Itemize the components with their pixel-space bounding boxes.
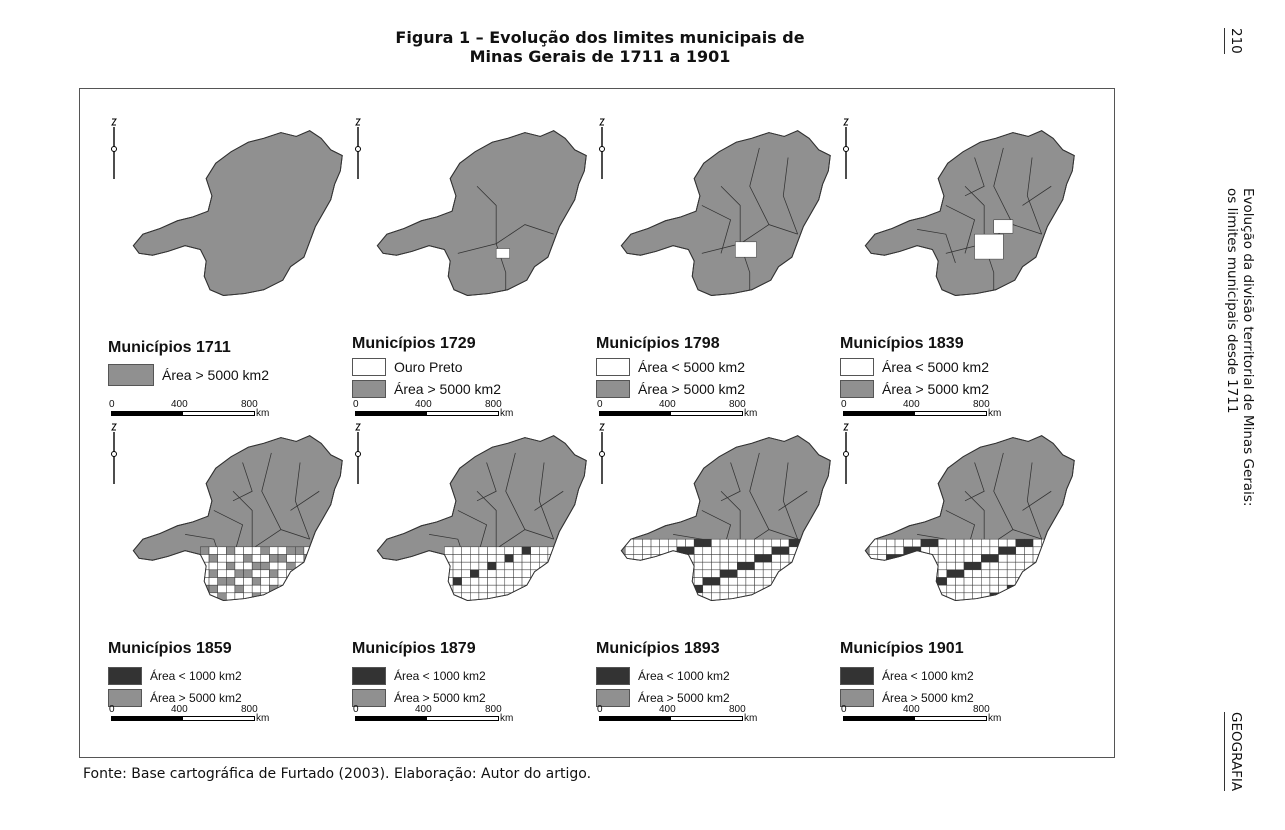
map-panel: [840, 394, 1080, 724]
north-arrow-icon: [842, 422, 850, 484]
panel-title: Municípios 1798: [596, 335, 720, 352]
legend-swatch: [840, 667, 874, 685]
scale-tick-label: 0: [841, 704, 847, 715]
legend-label: Área < 1000 km2: [882, 669, 974, 683]
scale-bar: [840, 704, 1005, 726]
map-panel: [352, 394, 592, 724]
scale-unit: km: [256, 713, 270, 724]
legend-swatch: [596, 667, 630, 685]
scale-unit: km: [256, 408, 270, 419]
north-arrow-icon: [354, 422, 362, 484]
legend-label: Área > 5000 km2: [394, 381, 502, 397]
legend-swatch: [352, 358, 386, 376]
scale-tick-label: 0: [597, 704, 603, 715]
scale-tick-label: 400: [903, 399, 920, 410]
scale-tick-label: 400: [171, 704, 188, 715]
north-arrow-icon: [354, 117, 362, 179]
panel-title: Municípios 1729: [352, 335, 476, 352]
map-panel: [840, 89, 1080, 419]
state-map: [850, 125, 1080, 305]
north-arrow-icon: [842, 117, 850, 179]
legend-label: Área < 5000 km2: [882, 359, 990, 375]
scale-unit: km: [500, 408, 514, 419]
state-map: [362, 125, 592, 305]
state-map: [850, 430, 1080, 610]
running-title: [1224, 188, 1256, 506]
map-panel: [108, 89, 348, 419]
scale-bar-graphic: [843, 716, 987, 721]
state-map: [606, 430, 836, 610]
panel-title: Municípios 1859: [108, 640, 232, 657]
legend-swatch: [352, 667, 386, 685]
north-arrow-icon: [110, 422, 118, 484]
map-panel: [108, 394, 348, 724]
map-panel: [352, 89, 592, 419]
state-map: [362, 430, 592, 610]
page-number: 210: [1224, 28, 1244, 54]
legend-label: Área > 5000 km2: [638, 691, 730, 705]
panel-title: Municípios 1839: [840, 335, 964, 352]
legend-swatch: [840, 358, 874, 376]
scale-tick-label: 0: [353, 704, 359, 715]
legend-label: Área > 5000 km2: [882, 381, 990, 397]
scale-tick-label: 800: [973, 704, 990, 715]
north-arrow-icon: [598, 422, 606, 484]
legend-label: Área > 5000 km2: [882, 691, 974, 705]
legend-label: Área > 5000 km2: [394, 691, 486, 705]
scale-tick-label: 800: [729, 399, 746, 410]
panel-title: Municípios 1901: [840, 640, 964, 657]
scale-unit: km: [500, 713, 514, 724]
legend-swatch: [108, 364, 154, 386]
scale-tick-label: 0: [109, 399, 115, 410]
running-title-line-2: os limites municipais desde 1711: [1224, 188, 1240, 414]
scale-tick-label: 0: [353, 399, 359, 410]
scale-unit: km: [988, 408, 1002, 419]
north-arrow-icon: [110, 117, 118, 179]
legend-label: Área < 1000 km2: [394, 669, 486, 683]
scale-tick-label: 800: [729, 704, 746, 715]
scale-tick-label: 800: [973, 399, 990, 410]
legend-label: Área < 1000 km2: [638, 669, 730, 683]
scale-tick-label: 800: [485, 399, 502, 410]
scale-bar-graphic: [111, 716, 255, 721]
legend-item: [596, 666, 730, 686]
figure-source: Fonte: Base cartográfica de Furtado (2003). Elaboração: Autor do artigo.: [83, 766, 592, 782]
legend-item: [596, 357, 745, 377]
scale-bar: [596, 704, 761, 726]
legend-swatch: [596, 358, 630, 376]
state-map: [118, 125, 348, 305]
legend-item: [352, 357, 462, 377]
legend-item: [840, 357, 989, 377]
legend-item: [108, 666, 242, 686]
state-map: [606, 125, 836, 305]
figure-title-line-2: Minas Gerais de 1711 a 1901: [469, 47, 731, 66]
journal-name: GEOGRAFIA: [1224, 712, 1244, 791]
scale-bar: [352, 704, 517, 726]
map-panel: [596, 394, 836, 724]
panel-title: Municípios 1711: [108, 339, 231, 356]
figure-frame: [79, 88, 1115, 758]
scale-unit: km: [744, 713, 758, 724]
panel-title: Municípios 1879: [352, 640, 476, 657]
north-arrow-icon: [598, 117, 606, 179]
scale-tick-label: 400: [415, 704, 432, 715]
scale-bar: [108, 704, 273, 726]
scale-tick-label: 800: [485, 704, 502, 715]
scale-tick-label: 800: [241, 704, 258, 715]
scale-tick-label: 400: [415, 399, 432, 410]
figure-title-line-1: Figura 1 – Evolução dos limites municipais de: [395, 28, 805, 47]
scale-tick-label: 0: [841, 399, 847, 410]
scale-tick-label: 400: [171, 399, 188, 410]
legend-label: Área > 5000 km2: [162, 367, 270, 383]
legend-label: Área < 5000 km2: [638, 359, 746, 375]
map-panel: [596, 89, 836, 419]
scale-tick-label: 0: [597, 399, 603, 410]
scale-bar-graphic: [599, 716, 743, 721]
scale-tick-label: 0: [109, 704, 115, 715]
scale-unit: km: [744, 408, 758, 419]
legend-item: [352, 666, 486, 686]
scale-tick-label: 800: [241, 399, 258, 410]
legend-label: Ouro Preto: [394, 359, 463, 375]
state-map: [118, 430, 348, 610]
panel-title: Municípios 1893: [596, 640, 720, 657]
figure-title: [300, 28, 900, 66]
scale-tick-label: 400: [659, 399, 676, 410]
legend-item: [840, 666, 974, 686]
legend-label: Área < 1000 km2: [150, 669, 242, 683]
scale-unit: km: [988, 713, 1002, 724]
legend-item: [108, 365, 269, 385]
scale-tick-label: 400: [659, 704, 676, 715]
legend-label: Área > 5000 km2: [150, 691, 242, 705]
running-title-line-1: Evolução da divisão territorial de Minas Gerais:: [1240, 188, 1256, 507]
legend-label: Área > 5000 km2: [638, 381, 746, 397]
scale-bar-graphic: [355, 716, 499, 721]
legend-swatch: [108, 667, 142, 685]
scale-tick-label: 400: [903, 704, 920, 715]
